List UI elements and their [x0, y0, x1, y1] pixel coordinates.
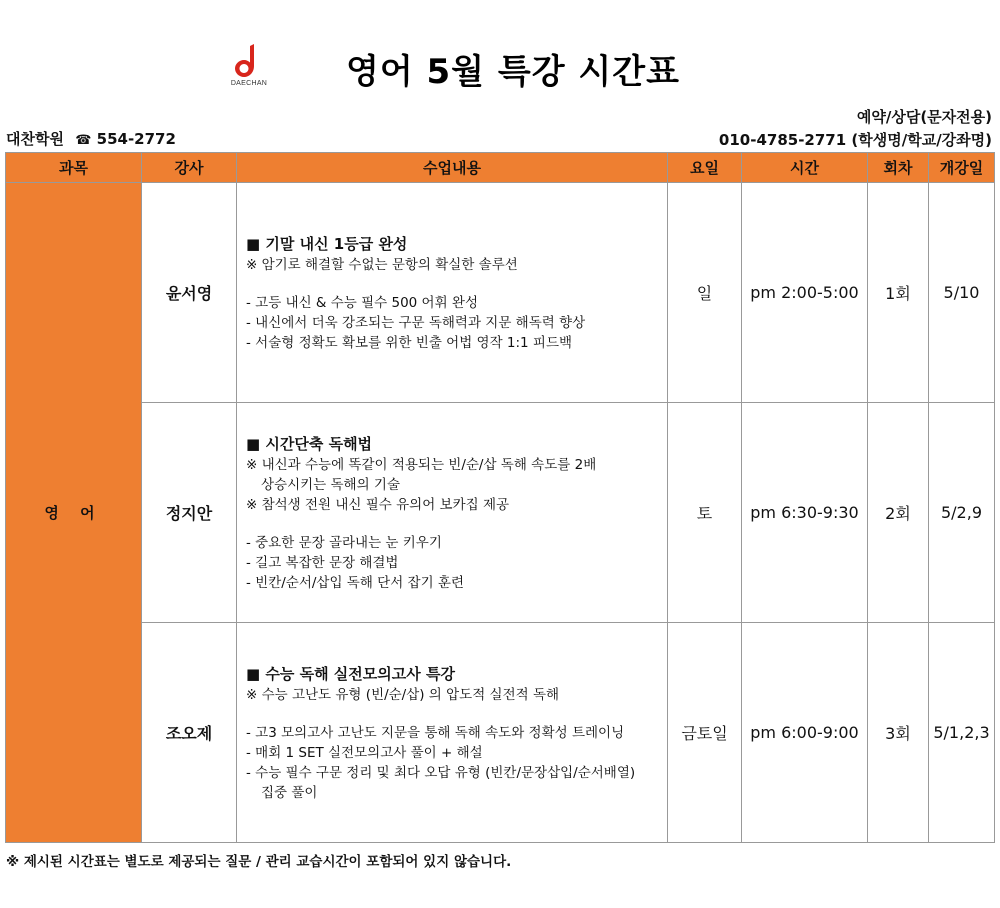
- course-item: - 수능 필수 구문 정리 및 최다 오답 유형 (빈칸/문장삽입/순서배열): [246, 764, 636, 781]
- content-cell: [237, 183, 668, 403]
- footnote: ※ 제시된 시간표는 별도로 제공되는 질문 / 관리 교습시간이 포함되어 있지 않습니다.: [6, 854, 512, 870]
- col-sessions: 회차: [868, 153, 929, 183]
- schedule-table: [5, 152, 995, 843]
- time-cell: pm 2:00-5:00: [742, 183, 868, 403]
- day-cell: 금토일: [668, 623, 742, 843]
- teacher-cell: 정지안: [142, 403, 237, 623]
- start-cell: 5/10: [929, 183, 995, 403]
- course-note: ※ 암기로 해결할 수없는 문항의 확실한 솔루션: [246, 256, 518, 273]
- table-row: [6, 183, 995, 403]
- course-heading: ■ 수능 독해 실전모의고사 특강: [246, 664, 455, 683]
- col-content: 수업내용: [237, 153, 668, 183]
- course-item: - 서술형 정확도 확보를 위한 빈출 어법 영작 1:1 피드백: [246, 334, 573, 351]
- teacher-cell: 윤서영: [142, 183, 237, 403]
- course-note: ※ 수능 고난도 유형 (빈/순/삽) 의 압도적 실전적 독해: [246, 686, 560, 703]
- sessions-cell: 3회: [868, 623, 929, 843]
- course-item: - 고등 내신 & 수능 필수 500 어휘 완성: [246, 294, 478, 311]
- logo-d-icon: [235, 44, 263, 78]
- col-start: 개강일: [929, 153, 995, 183]
- reservation-phone: 010-4785-2771: [718, 131, 847, 149]
- course-item: - 길고 복잡한 문장 해결법: [246, 554, 399, 571]
- table-row: [6, 403, 995, 623]
- col-teacher: 강사: [142, 153, 237, 183]
- academy-name: 대찬학원: [6, 130, 64, 148]
- daechan-logo: [224, 44, 274, 92]
- telephone-icon: ☎: [75, 133, 92, 148]
- sessions-cell: 1회: [868, 183, 929, 403]
- course-heading: ■ 기말 내신 1등급 완성: [246, 234, 408, 253]
- time-cell: pm 6:30-9:30: [742, 403, 868, 623]
- table-row: [6, 623, 995, 843]
- col-time: 시간: [742, 153, 868, 183]
- day-cell: 일: [668, 183, 742, 403]
- reservation-label: 예약/상담(문자전용): [856, 108, 992, 126]
- academy-info: [6, 128, 176, 149]
- day-cell: 토: [668, 403, 742, 623]
- sessions-cell: 2회: [868, 403, 929, 623]
- start-cell: 5/1,2,3: [929, 623, 995, 843]
- content-cell: [237, 623, 668, 843]
- header-row: [6, 153, 995, 183]
- course-item: - 빈칸/순서/삽입 독해 단서 잡기 훈련: [246, 574, 464, 591]
- start-cell: 5/2,9: [929, 403, 995, 623]
- academy-phone: 554-2772: [96, 130, 176, 148]
- subject-cell: 영 어: [6, 183, 142, 843]
- course-note: ※ 참석생 전원 내신 필수 유의어 보카집 제공: [246, 496, 510, 513]
- course-item: - 내신에서 더욱 강조되는 구문 독해력과 지문 해독력 향상: [246, 314, 586, 331]
- teacher-cell: 조오제: [142, 623, 237, 843]
- time-cell: pm 6:00-9:00: [742, 623, 868, 843]
- course-item: - 중요한 문장 골라내는 눈 키우기: [246, 534, 442, 551]
- col-subject: 과목: [6, 153, 142, 183]
- content-cell: [237, 403, 668, 623]
- course-item: - 매회 1 SET 실전모의고사 풀이 + 해설: [246, 744, 483, 761]
- course-note: ※ 내신과 수능에 똑같이 적용되는 빈/순/삽 독해 속도를 2배: [246, 456, 597, 473]
- course-item: - 고3 모의고사 고난도 지문을 통해 독해 속도와 정확성 트레이닝: [246, 724, 625, 741]
- page-title: 영어 5월 특강 시간표: [346, 52, 680, 92]
- course-item: 집중 풀이: [261, 784, 318, 801]
- col-day: 요일: [668, 153, 742, 183]
- course-heading: ■ 시간단축 독해법: [246, 434, 373, 453]
- reservation-info: [719, 106, 992, 152]
- course-note: 상승시키는 독해의 기술: [261, 476, 400, 493]
- reservation-note: (학생명/학교/강좌명): [851, 131, 992, 149]
- logo-text: DAECHAN: [230, 80, 268, 87]
